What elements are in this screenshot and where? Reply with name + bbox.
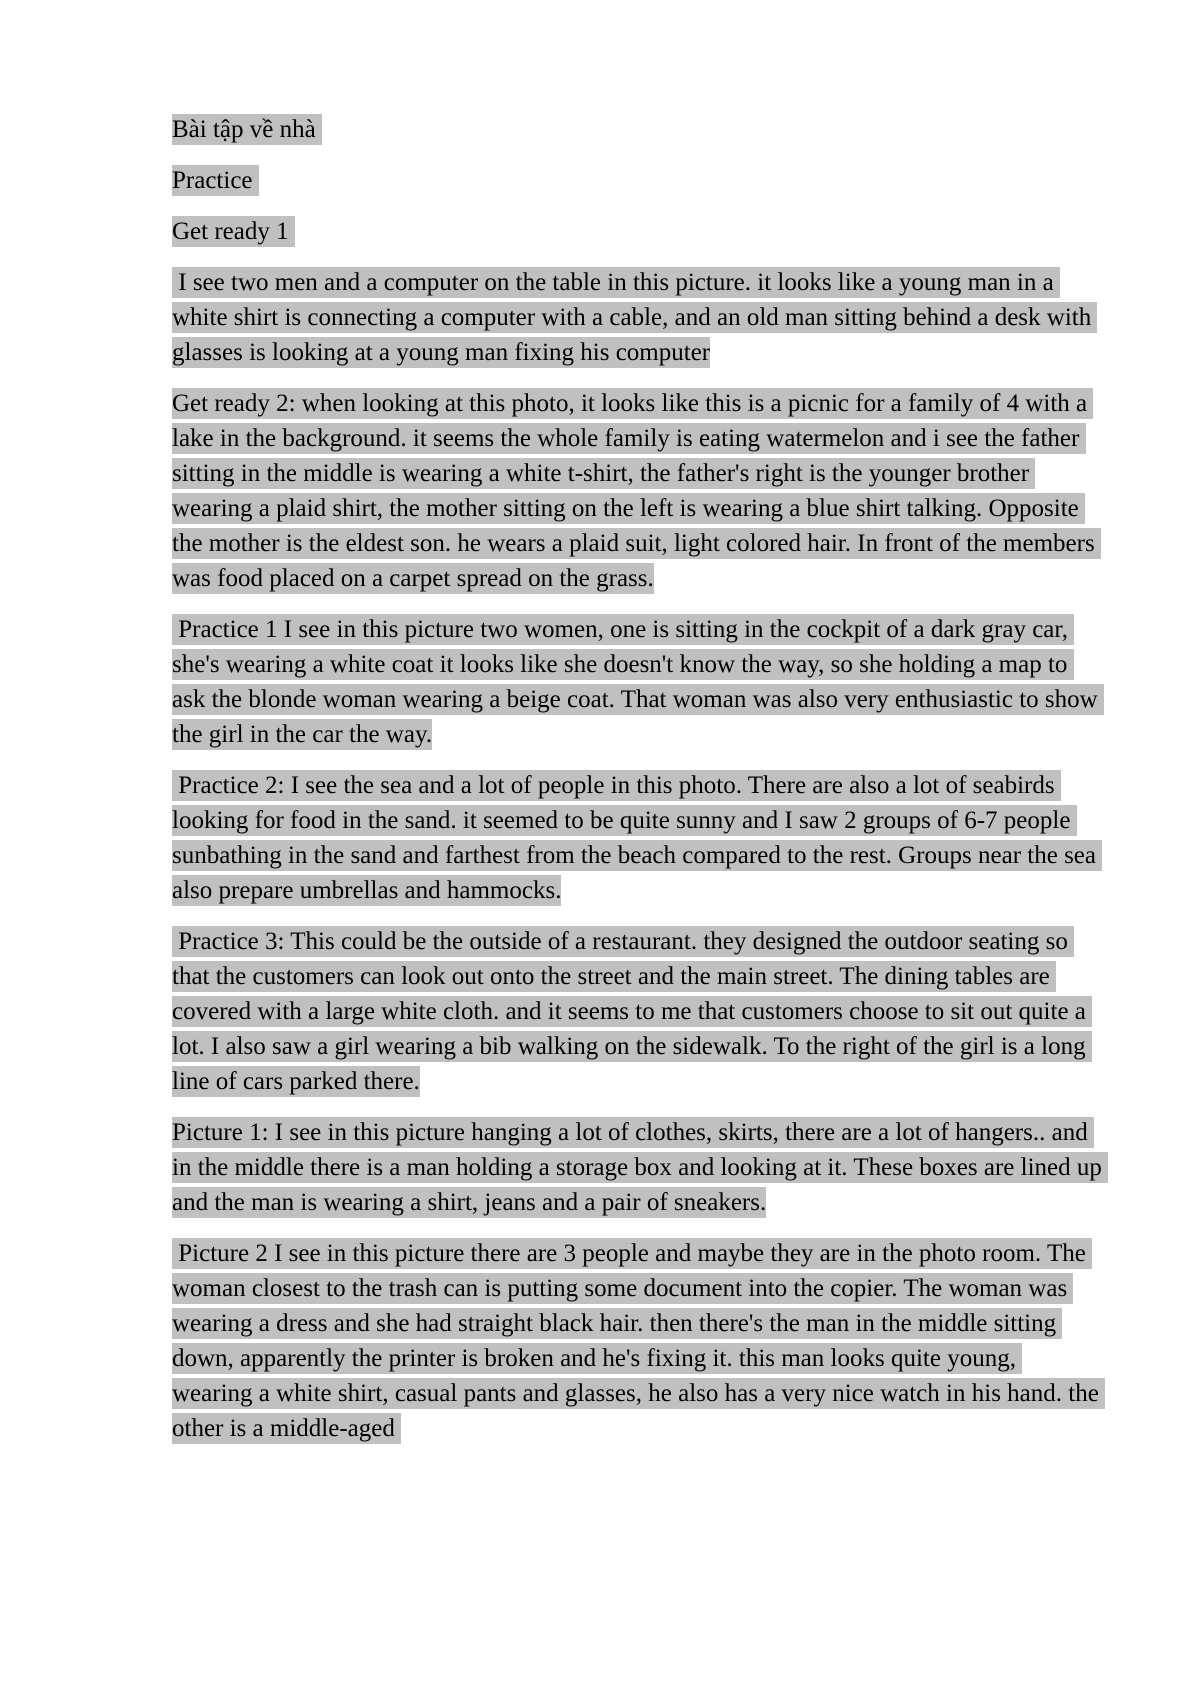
highlighted-text: I see two men and a computer on the table in this picture. it looks like a young man in a white shirt is connecting a computer with a cable, and an old man sitting behind a desk with glasses is looking at a young man fixing his computer (172, 269, 1098, 366)
paragraph-practice-heading (172, 163, 1102, 198)
highlighted-text: Practice 2: I see the sea and a lot of people in this photo. There are also a lot of seabirds looking for food in the sand. it seemed to be quite sunny and I saw 2 groups of 6-7 people sunbathing in the sand and farthest from the beach compared to the rest. Groups near the sea also prepare umbrellas and hammocks. (172, 772, 1103, 904)
highlighted-text: Get ready 1 (172, 218, 295, 245)
paragraph-get-ready-2 (172, 386, 1102, 596)
paragraph-picture-2 (172, 1236, 1106, 1446)
highlighted-text: Picture 2 I see in this picture there are 3 people and maybe they are in the photo room. The woman closest to the trash can is putting some document into the copier. The woman was wearing a dress and she had straight black hair. then there's the man in the middle sitting down, apparently the printer is broken and he's fixing it. this man looks quite young, wearing a white shirt, casual pants and glasses, he also has a very nice watch in his hand. the other is a middle-aged (172, 1240, 1106, 1442)
highlighted-text: Bài tập về nhà (172, 116, 322, 143)
paragraph-practice-3 (172, 924, 1102, 1099)
highlighted-text: Get ready 2: when looking at this photo, it looks like this is a picnic for a family of 4 with a lake in the background. it seems the whole family is eating watermelon and i see the father sitting in the middle is wearing a white t-shirt, the father's right is the younger brother wearing a plaid shirt, the mother sitting on the left is wearing a blue shirt talking. Opposite the mother is the eldest son. he wears a plaid suit, light colored hair. In front of the members was food placed on a carpet spread on the grass. (172, 390, 1101, 592)
highlighted-text: Practice 3: This could be the outside of a restaurant. they designed the outdoor seating so that the customers can look out onto the street and the main street. The dining tables are covered with a large white cloth. and it seems to me that customers choose to sit out quite a lot. I also saw a girl wearing a bib walking on the sidewalk. To the right of the girl is a long line of cars parked there. (172, 928, 1093, 1095)
highlighted-text: Practice 1 I see in this picture two women, one is sitting in the cockpit of a dark gray car, she's wearing a white coat it looks like she doesn't know the way, so she holding a map to ask the blonde woman wearing a beige coat. That woman was also very enthusiastic to show the girl in the car the way. (172, 616, 1104, 748)
highlighted-text: Picture 1: I see in this picture hanging a lot of clothes, skirts, there are a lot of hangers.. and in the middle there is a man holding a storage box and looking at it. These boxes are lined up and the man is wearing a shirt, jeans and a pair of sneakers. (172, 1119, 1109, 1216)
highlighted-text: Practice (172, 167, 259, 194)
document-body (172, 112, 1109, 1462)
paragraph-picture-1 (172, 1115, 1109, 1220)
paragraph-get-ready-1-text (172, 265, 1102, 370)
paragraph-homework-title (172, 112, 1102, 147)
paragraph-get-ready-1-heading (172, 214, 1102, 249)
paragraph-practice-2 (172, 768, 1102, 908)
paragraph-practice-1 (172, 612, 1102, 752)
